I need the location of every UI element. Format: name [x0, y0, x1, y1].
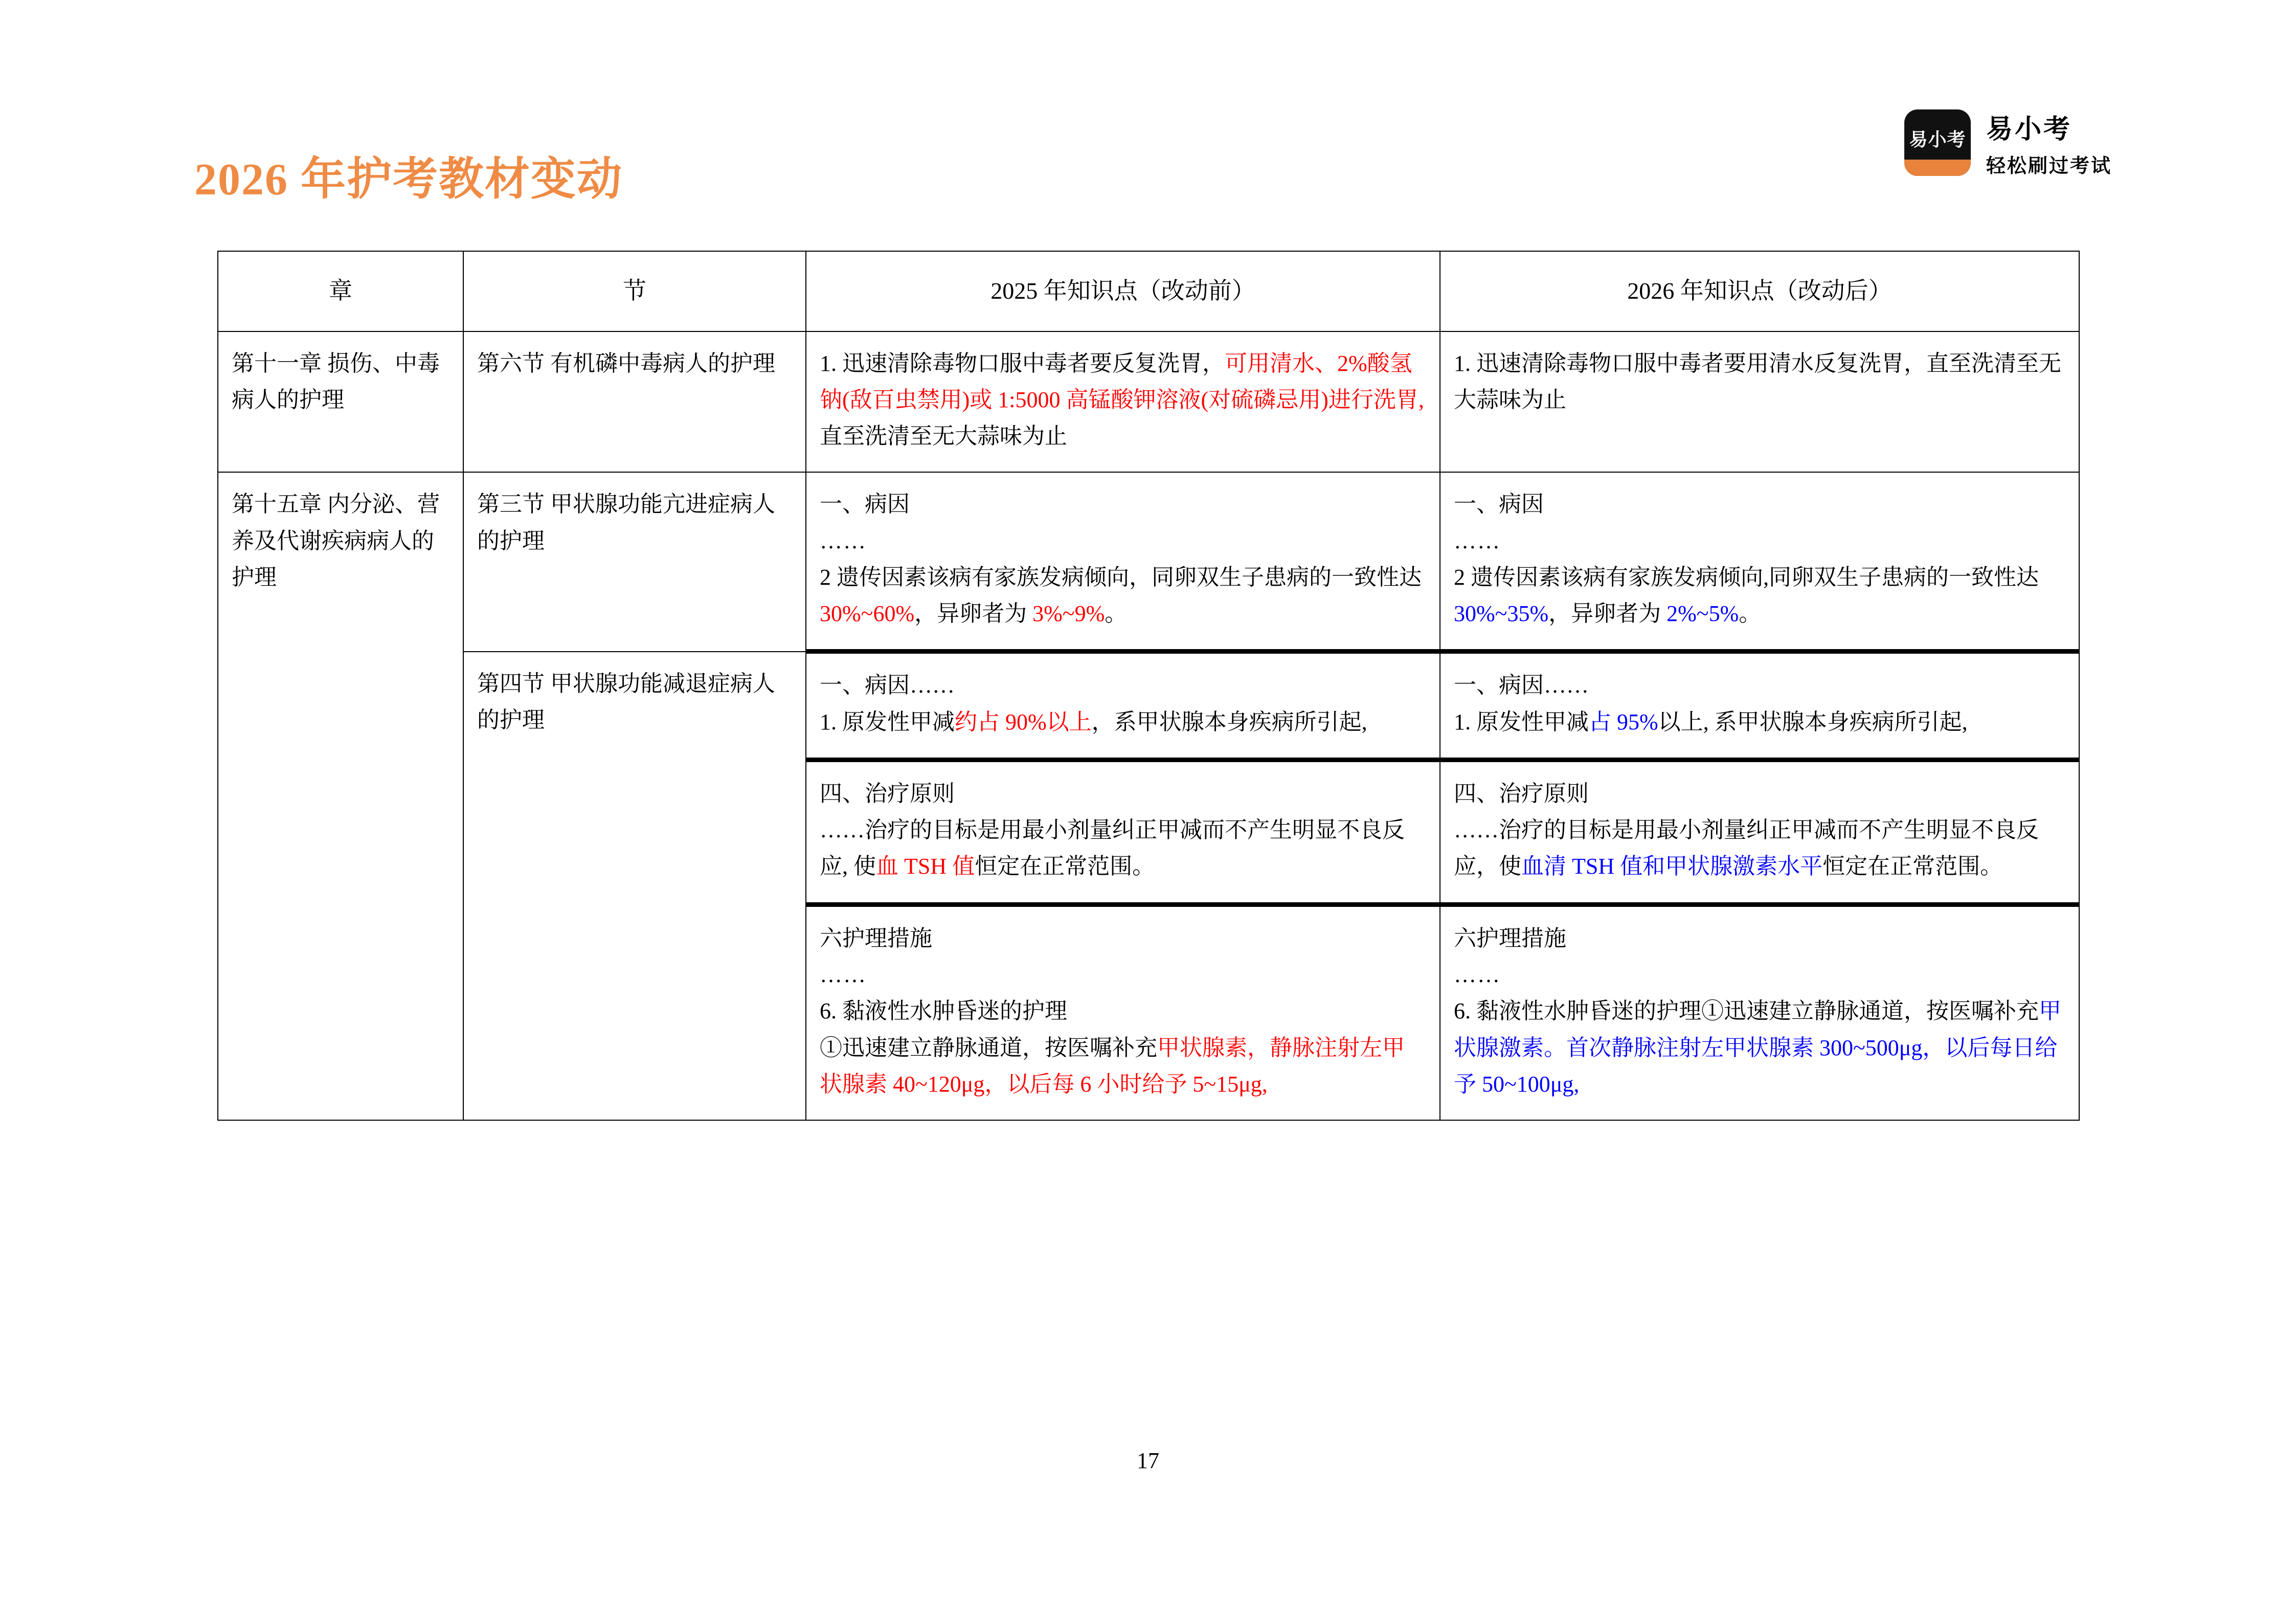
body-text: 一、病因	[1454, 492, 1544, 517]
highlighted-text: 甲状腺激素。首次静脉注射左甲状腺素 300~500μg，以后每日给予 50~100μg,	[1454, 998, 2061, 1097]
body-text: 一、病因	[820, 492, 910, 517]
cell-old-knowledge	[806, 760, 1440, 904]
text-line	[820, 1030, 1426, 1103]
page-title: 2026 年护考教材变动	[194, 155, 623, 205]
body-text: 四、治疗原则	[820, 781, 955, 806]
body-text: 。	[1105, 601, 1128, 627]
text-line	[820, 775, 1426, 812]
comparison-table-wrapper	[217, 251, 2079, 1121]
body-text: 。	[1739, 601, 1762, 627]
highlighted-text: 3%~9%	[1032, 601, 1105, 627]
cell-new-knowledge	[1440, 331, 2079, 473]
body-text: 1. 原发性甲减	[820, 709, 955, 735]
text-line	[820, 559, 1426, 632]
page-number: 17	[1137, 1448, 1159, 1473]
body-text: 六护理措施	[820, 925, 932, 951]
column-header-chapter: 章	[218, 251, 463, 331]
body-text: 六护理措施	[1454, 925, 1566, 951]
highlighted-text: 约占 90%以上	[955, 709, 1092, 735]
body-text: ，异卵者为	[1548, 601, 1667, 627]
brand-mark-icon	[1904, 109, 1971, 176]
table-header-row	[218, 251, 2079, 331]
brand-wordmark	[1986, 107, 2112, 178]
body-text: 一、病因……	[1454, 673, 1589, 698]
body-text: ……	[820, 528, 867, 553]
cell-section: 第三节 甲状腺功能亢进症病人的护理	[463, 472, 806, 652]
cell-old-knowledge	[806, 472, 1440, 652]
body-text: 以上, 系甲状腺本身疾病所引起,	[1658, 709, 1968, 735]
body-text: ，异卵者为	[914, 601, 1033, 627]
text-line	[1454, 956, 2065, 993]
cell-old-knowledge	[806, 652, 1440, 760]
body-text: 6. 黏液性水肿昏迷的护理①迅速建立静脉通道，按医嘱补充	[1454, 998, 2039, 1024]
brand-mark-label: 易小考	[1909, 128, 1966, 150]
cell-new-knowledge	[1440, 652, 2079, 760]
text-line	[1454, 812, 2065, 885]
cell-new-knowledge	[1440, 760, 2079, 904]
text-line	[1454, 775, 2065, 812]
body-text: 恒定在正常范围。	[1822, 854, 2003, 879]
body-text: ……治疗的目标是用最小剂量纠正甲减而不产生明显不良反应, 使	[820, 817, 1405, 879]
highlighted-text: 血清 TSH 值和甲状腺激素水平	[1521, 854, 1823, 879]
cell-old-knowledge	[806, 904, 1440, 1120]
brand-slogan: 轻松刷过考试	[1986, 155, 2112, 177]
text-line	[820, 704, 1426, 740]
table-body	[218, 331, 2079, 1121]
cell-section: 第四节 甲状腺功能减退症病人的护理	[463, 652, 806, 1120]
body-text: 一、病因……	[820, 673, 955, 698]
text-line	[820, 523, 1426, 559]
body-text: 四、治疗原则	[1454, 781, 1589, 806]
table-row	[218, 472, 2079, 652]
column-header-old: 2025 年知识点（改动前）	[806, 251, 1440, 331]
body-text: 1. 迅速清除毒物口服中毒者要用清水反复洗胃，直至洗清至无大蒜味为止	[1454, 350, 2061, 412]
cell-section: 第六节 有机磷中毒病人的护理	[463, 331, 806, 473]
body-text: 6. 黏液性水肿昏迷的护理	[820, 998, 1067, 1024]
text-line	[1454, 667, 2065, 703]
text-line	[820, 667, 1426, 703]
cell-chapter: 第十一章 损伤、中毒病人的护理	[218, 331, 463, 473]
brand-logo	[1904, 107, 2112, 178]
cell-new-knowledge	[1440, 904, 2079, 1120]
highlighted-text: 30%~35%	[1454, 601, 1549, 627]
table-row	[218, 652, 2079, 760]
highlighted-text: 甲状腺素，静脉注射左甲状腺素 40~120μg，以后每 6 小时给予 5~15μg,	[820, 1035, 1405, 1097]
body-text: ……	[1454, 962, 1501, 987]
body-text: ①迅速建立静脉通道，按医嘱补充	[820, 1035, 1157, 1060]
body-text: 1. 原发性甲减	[1454, 709, 1589, 735]
brand-mark-strip	[1904, 160, 1971, 176]
body-text: 直至洗清至无大蒜味为止	[820, 424, 1067, 449]
text-line	[820, 486, 1426, 522]
body-text: ……	[820, 962, 867, 987]
text-line	[1454, 993, 2065, 1102]
text-line	[820, 993, 1426, 1029]
body-text: 恒定在正常范围。	[975, 854, 1155, 879]
body-text: 2 遗传因素该病有家族发病倾向，同卵双生子患病的一致性达	[820, 564, 1422, 590]
cell-new-knowledge	[1440, 472, 2079, 652]
text-line	[1454, 486, 2065, 522]
body-text: ，系甲状腺本身疾病所引起,	[1091, 709, 1367, 735]
highlighted-text: 30%~60%	[820, 601, 915, 627]
highlighted-text: 可用清水、2%酸氢钠(敌百虫禁用)或 1:5000 高锰酸钾溶液(对硫磷忌用)进行洗胃,	[820, 350, 1424, 412]
column-header-new: 2026 年知识点（改动后）	[1440, 251, 2079, 331]
cell-old-knowledge	[806, 331, 1440, 473]
text-line	[820, 956, 1426, 993]
highlighted-text: 2%~5%	[1667, 601, 1739, 627]
brand-name: 易小考	[1986, 115, 2072, 144]
highlighted-text: 占 95%	[1589, 709, 1658, 735]
column-header-section: 节	[463, 251, 806, 331]
text-line	[820, 920, 1426, 956]
textbook-change-table	[217, 251, 2080, 1121]
text-line	[820, 812, 1426, 885]
text-line	[1454, 523, 2065, 559]
body-text: ……治疗的目标是用最小剂量纠正甲减而不产生明显不良反应，使	[1454, 817, 2039, 879]
body-text: 2 遗传因素该病有家族发病倾向,同卵双生子患病的一致性达	[1454, 564, 2039, 590]
body-text: ……	[1454, 528, 1501, 553]
body-text: 1. 迅速清除毒物口服中毒者要反复洗胃，	[820, 350, 1225, 376]
page-header	[0, 102, 2296, 220]
cell-chapter: 第十五章 内分泌、营养及代谢疾病病人的护理	[218, 472, 463, 1120]
text-line	[1454, 559, 2065, 632]
text-line	[1454, 920, 2065, 956]
table-row	[218, 331, 2079, 473]
highlighted-text: 血 TSH 值	[876, 854, 975, 879]
text-line	[1454, 704, 2065, 740]
